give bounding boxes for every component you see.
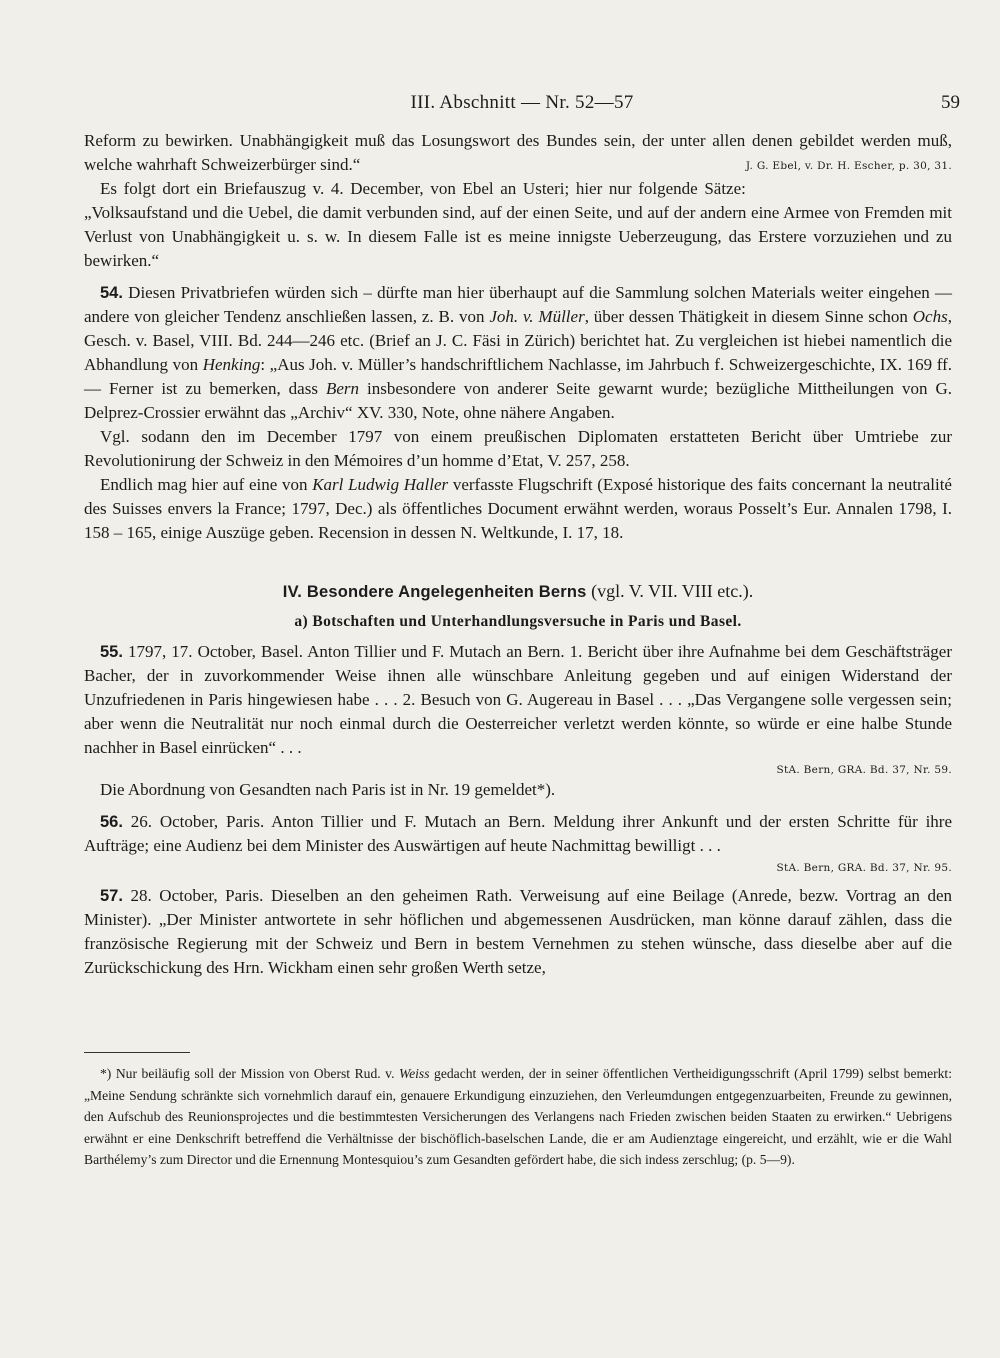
paragraph-vgl: Vgl. sodann den im December 1797 von einem preußischen Diplomaten erstatteten Bericht über Umtriebe zur Revolutionirung der Schweiz in den Mémoires d’un homme d’Etat, V. 257, 258.: [84, 427, 952, 470]
source-reference: StA. Bern, GRA. Bd. 37, Nr. 95.: [776, 862, 952, 874]
entry-text: : „Aus Joh. v. Müller’s handschriftlichem Nachlasse, im Jahrbuch f. Schweizergeschichte, IX. 169 ff. — Ferner ist zu bemerken, dass: [84, 355, 952, 398]
entry-56: [84, 810, 952, 876]
running-header: [84, 92, 960, 122]
entry-55-note: Die Abordnung von Gesandten nach Paris ist in Nr. 19 gemeldet*).: [100, 780, 556, 799]
entry-text: 1797, 17. October, Basel. Anton Tillier und F. Mutach an Bern. 1. Bericht über ihre Aufnahme bei dem Geschäftsträger Bacher, der in zuvorkommender Weise ihnen alle wünschbare Anleitung gegeben und auf einigen Widerstand der Unzufriedenen in Paris hingewiesen habe . . . 2. Besuch von G. Augereau in Basel . . . „Das Vergangene solle vergessen sein; aber wenn die Neutralität nur noch einmal durch die Oesterreicher verletzt werden könnte, so würde er eine halbe Stunde nachher in Basel einrücken“ . . .: [84, 642, 952, 757]
entry-text: 28. October, Paris. Dieselben an den geheimen Rath. Verweisung auf eine Beilage (Anrede, bezw. Vortrag an den Minister). „Der Minister antwortete in sehr höflichen und abgemessenen Ausdrücken, man könne darauf zählen, dass die französische Regierung mit der Schweiz und Bern in bestem Vernehmen zu stehen wünsche, dass dieselbe aber auf die Zurückschickung des Hrn. Wickham einen sehr großen Werth setze,: [84, 886, 952, 977]
subsection-heading: a) Botschaften und Unterhandlungsversuche in Paris und Basel.: [294, 613, 742, 630]
entry-text: , über dessen Thätigkeit in diesem Sinne schon: [584, 307, 913, 326]
section-title-suffix: (vgl. V. VII. VIII etc.).: [586, 581, 754, 601]
entry-text: Diesen Privatbriefen würden sich – dürfte man hier überhaupt auf die Sammlung solchen Materials weiter eingehen — andere von gleicher Tendenz anschließen lassen, z. B. von: [84, 283, 952, 326]
source-reference: J. G. Ebel, v. Dr. H. Escher, p. 30, 31.: [745, 160, 952, 172]
entry-number: 55.: [100, 643, 123, 661]
footnote: [84, 1063, 952, 1171]
source-reference: StA. Bern, GRA. Bd. 37, Nr. 59.: [776, 764, 952, 776]
main-text: [84, 129, 952, 980]
person-name: Henking: [202, 355, 261, 374]
footnote-text: gedacht werden, der in seiner öffentlichen Vertheidigungsschrift (April 1799) selbst bemerkt: „Meine Sendung schränkte sich vornehmlich darauf ein, genauere Erkundigung einzuziehen, den Verleumdungen entgegenzuarbeiten, Freunde zu gewinnen, den Aufschub des Reunionsprojectes und die bestimmtesten Versicherungen des Verlangens nach Frieden zwischen beiden Staaten zu erwirken.“ Uebrigens erwähnt er eine Denkschrift betreffend die Verhältnisse der bischöflich-baselschen Lande, die er am Audienztage eingereicht, und erzählt, wie er die Wahl Barthélemy’s zum Director und die Ernennung Montesquiou’s zum Gesandten gefördert habe, die sich indess zerschlug; (p. 5—9).: [84, 1066, 952, 1167]
footnote-divider: [84, 1052, 190, 1053]
person-name: Karl Ludwig Haller: [312, 475, 449, 494]
paragraph-text: Reform zu bewirken. Unabhängigkeit muß das Losungswort des Bundes sein, der unter allen denen gebildet werden muß, welche wahrhaft Schweizerbürger sind.“: [84, 131, 952, 174]
entry-number: 54.: [100, 284, 123, 302]
person-name: Joh. v. Müller: [489, 307, 585, 326]
entry-number: 56.: [100, 813, 123, 831]
footnote-text: *) Nur beiläufig soll der Mission von Oberst Rud. v.: [100, 1066, 400, 1081]
place-name: Bern: [325, 379, 359, 398]
paragraph-text: Endlich mag hier auf eine von: [100, 475, 313, 494]
section-title: IV. Besondere Angelegenheiten Berns: [282, 583, 587, 601]
person-name: Ochs: [912, 307, 948, 326]
paragraph-endlich: [84, 473, 952, 545]
entry-57: [84, 884, 952, 980]
entry-text: 26. October, Paris. Anton Tillier und F. Mutach an Bern. Meldung ihrer Ankunft und der ersten Schritte für ihre Aufträge; eine Audienz bei dem Minister des Auswärtigen auf heute Nachmittag bewilligt . . .: [84, 812, 952, 855]
section-heading: [84, 579, 952, 604]
header-title: III. Abschnitt — Nr. 52—57: [410, 92, 634, 113]
person-name: Weiss: [399, 1066, 430, 1081]
paragraph-continuation: [84, 129, 952, 177]
entry-55: [84, 640, 952, 778]
paragraph-text: verfasste Flugschrift (Exposé historique des faits concernant la neutralité des Suisses envers la France; 1797, Dec.) als öffentliches Document erwähnt werden, woraus Posselt’s Eur. Annalen 1798, I. 158 – 165, einige Auszüge geben. Recension in dessen N. Weltkunde, I. 17, 18.: [84, 475, 952, 542]
entry-number: 57.: [100, 887, 123, 905]
paragraph-briefauszug: Es folgt dort ein Briefauszug v. 4. December, von Ebel an Usteri; hier nur folgende Sätze: „Volksaufstand und die Uebel, die damit verbunden sind, auf der einen Seite, und auf der andern eine Armee von Fremden mit Verlust von Unabhängigkeit u. s. w. In diesem Falle ist es meine innigste Ueberzeugung, das Erstere vorzuziehen und zu bewirken.“: [84, 179, 952, 270]
page-number: 59: [941, 92, 960, 113]
entry-text: , Gesch. v. Basel, VIII. Bd. 244—246 etc. (Brief an J. C. Fäsi in Zürich) berichtet hat. Zu vergleichen ist hiebei namentlich die Abhandlung von: [84, 307, 952, 374]
entry-text: insbesondere von anderer Seite gewarnt wurde; bezügliche Mittheilungen von G. Delprez-Crossier erwähnt das „Archiv“ XV. 330, Note, ohne nähere Angaben.: [84, 379, 953, 422]
entry-54: [84, 281, 952, 425]
